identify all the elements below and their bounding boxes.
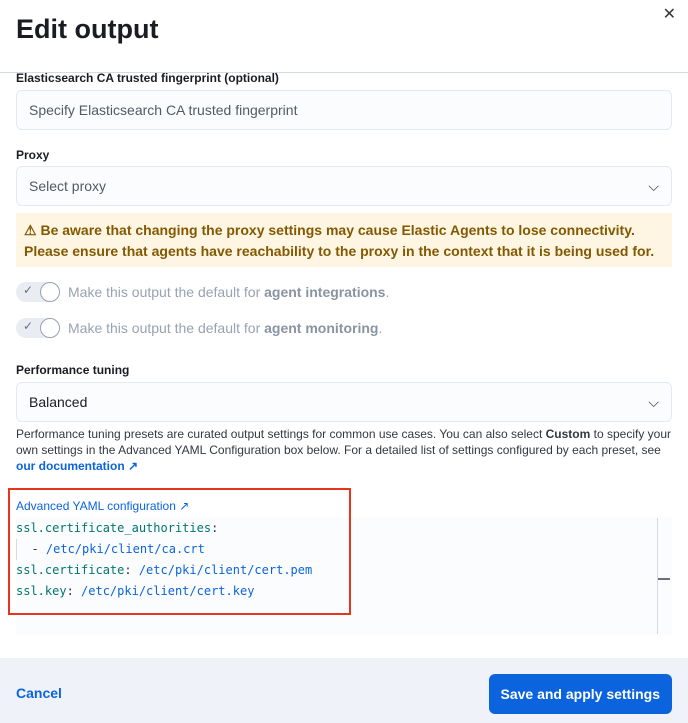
toggle-label-suffix: . — [385, 284, 390, 300]
performance-select[interactable] — [16, 382, 672, 422]
warning-icon: ⚠ — [24, 222, 41, 238]
toggle-label: Make this output the default for — [68, 284, 261, 300]
page-title: Edit output — [16, 14, 159, 44]
editor-scrollbar[interactable] — [657, 518, 658, 634]
code-line: ssl.certificate: /etc/pki/client/cert.pem — [16, 563, 313, 577]
performance-select-value: Balanced — [29, 394, 88, 410]
cancel-button[interactable]: Cancel — [16, 685, 62, 701]
proxy-select[interactable] — [16, 166, 672, 206]
close-icon[interactable]: ✕ — [662, 6, 676, 23]
flyout-header — [0, 0, 688, 73]
code-line: - /etc/pki/client/ca.crt — [16, 539, 672, 560]
flyout-footer — [0, 658, 688, 723]
toggle-switch[interactable] — [16, 318, 60, 338]
editor-scroll-marker — [658, 578, 670, 580]
fingerprint-input[interactable]: Specify Elasticsearch CA trusted fingerprint — [16, 90, 672, 130]
code-line: ssl.certificate_authorities: — [16, 521, 219, 535]
proxy-warning-callout — [16, 213, 672, 267]
help-text-2: to specify your own settings in the Advanced YAML Configuration box below. For a detailed list of settings configured by each preset, see — [16, 427, 672, 457]
advanced-yaml-link[interactable]: Advanced YAML configuration ↗ — [16, 499, 190, 513]
chevron-down-icon: ⌵ — [648, 178, 659, 194]
default-integrations-toggle[interactable] — [16, 282, 389, 302]
external-link-icon: ↗ — [179, 499, 190, 513]
toggle-label-bold: agent integrations — [264, 284, 386, 300]
default-monitoring-toggle[interactable] — [16, 318, 382, 338]
toggle-label-bold: agent monitoring — [264, 320, 379, 336]
warning-text-1: Be aware that changing the proxy settings may cause Elastic Agents to lose connectivity. — [40, 222, 635, 238]
help-text: Performance tuning presets are curated output settings for common use cases. You can also select — [16, 427, 546, 441]
performance-help-text — [16, 426, 676, 474]
documentation-link[interactable]: our documentation ↗ — [16, 459, 139, 473]
toggle-label-suffix: . — [378, 320, 383, 336]
proxy-label: Proxy — [16, 148, 50, 162]
toggle-switch[interactable] — [16, 282, 60, 302]
proxy-select-value: Select proxy — [29, 178, 107, 194]
highlight-box — [8, 488, 351, 615]
chevron-down-icon: ⌵ — [648, 394, 659, 410]
warning-text-2: Please ensure that agents have reachability to the proxy in the context that it is being used for. — [24, 243, 655, 259]
external-link-icon: ↗ — [128, 459, 139, 473]
performance-label: Performance tuning — [16, 363, 130, 377]
toggle-label: Make this output the default for — [68, 320, 261, 336]
code-line: ssl.key: /etc/pki/client/cert.key — [16, 584, 255, 598]
check-icon: ✓ — [23, 319, 34, 333]
save-button[interactable]: Save and apply settings — [489, 674, 673, 714]
check-icon: ✓ — [23, 283, 34, 297]
help-bold: Custom — [545, 427, 591, 441]
fingerprint-label: Elasticsearch CA trusted fingerprint (optional) — [16, 71, 279, 85]
